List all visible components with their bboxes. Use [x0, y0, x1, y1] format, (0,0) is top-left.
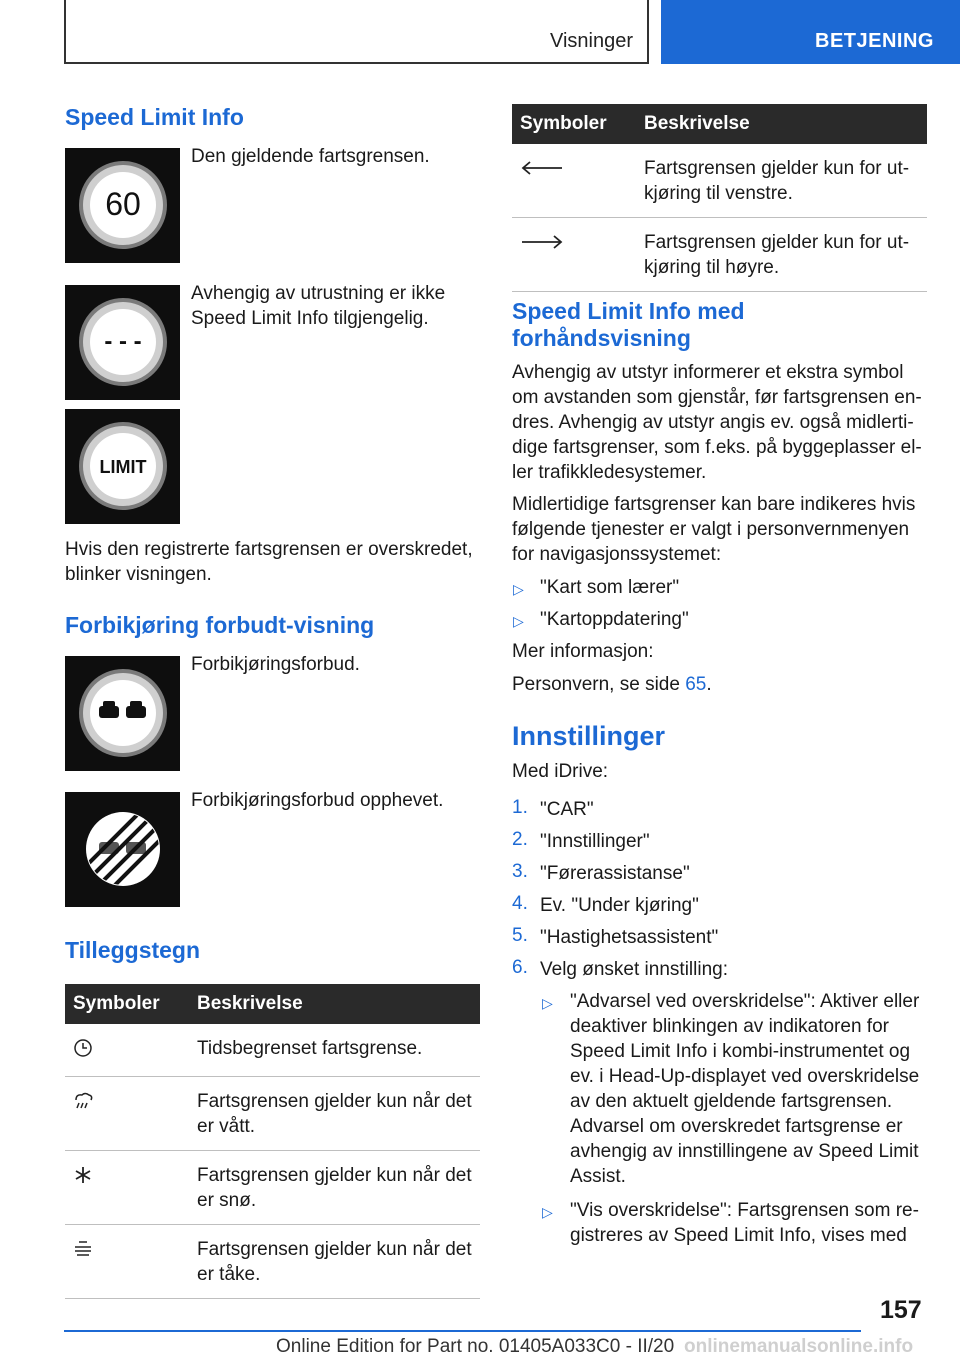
- step-item: "Førerassistanse": [540, 863, 690, 884]
- privacy-reference: [512, 672, 712, 697]
- page-number: 157: [880, 1296, 922, 1324]
- row-description: Fartsgrensen gjelder kun når det er tåke.: [189, 1225, 480, 1299]
- bullet-triangle-icon: ▷: [513, 581, 524, 597]
- chapter-title: Visninger: [549, 30, 633, 52]
- no-overtaking-description: Forbikjøringsforbud.: [191, 654, 360, 675]
- additional-signs-table: [65, 984, 480, 1299]
- direction-signs-table: [512, 104, 927, 292]
- end-no-overtaking-sign-image: [65, 792, 180, 907]
- table-row: [65, 1225, 480, 1299]
- table-row: [65, 1151, 480, 1225]
- row-description: Fartsgrensen gjelder kun når det er vått.: [189, 1077, 480, 1151]
- footer-edition: Online Edition for Part no. 01405A033C0 - II/20: [276, 1336, 675, 1357]
- sign-60-text: 60: [105, 186, 141, 222]
- bullet-triangle-icon: ▷: [542, 995, 553, 1011]
- arrow-right-icon: [520, 234, 564, 250]
- row-description: Fartsgrensen gjelder kun for ut-kjøring til høyre.: [636, 218, 927, 292]
- arrow-left-icon: [520, 160, 564, 176]
- list-item: "Kartoppdatering": [540, 609, 689, 630]
- watermark: onlinemanualsonline.info: [684, 1336, 914, 1357]
- step-number: 4.: [512, 893, 528, 914]
- speed-sign-unavailable-image: [65, 285, 180, 400]
- list-item: "Kart som lærer": [540, 577, 680, 598]
- more-info-label: Mer informasjon:: [512, 641, 654, 662]
- privacy-ref-text: Personvern, se side: [512, 674, 686, 695]
- sign-limit-text: LIMIT: [99, 457, 147, 477]
- col-header-description: Beskrivelse: [189, 984, 480, 1024]
- header-chapter-box: [64, 0, 649, 64]
- section-title: BETJENING: [815, 30, 934, 52]
- row-description: Tidsbegrenset fartsgrense.: [189, 1024, 480, 1077]
- preview-paragraph-1: Avhengig av utstyr informerer et ekstra symbol om avstanden som gjenstår, før fartsgrensen en-dres. Avhengig av utstyr angis ev. også midlerti-dige fartsgrenser, som f.eks. på byggeplasser el-ler trafikkledesystemer.: [512, 362, 922, 483]
- no-overtaking-sign-image: [65, 656, 180, 771]
- table-row: [65, 1024, 480, 1077]
- col-header-description: Beskrivelse: [636, 104, 927, 144]
- idrive-label: Med iDrive:: [512, 761, 609, 782]
- row-description: Fartsgrensen gjelder kun når det er snø.: [189, 1151, 480, 1225]
- step-item: "Innstillinger": [540, 831, 650, 852]
- table-row: [65, 1077, 480, 1151]
- table-row: [512, 144, 927, 218]
- bullet-triangle-icon: ▷: [513, 613, 524, 629]
- heading-speed-limit-info: Speed Limit Info: [65, 104, 244, 130]
- privacy-ref-end: .: [706, 674, 712, 695]
- step-number: 1.: [512, 797, 528, 818]
- preview-paragraph-2: Midlertidige fartsgrenser kan bare indikeres hvis følgende tjenester er valgt i personvernmenyen for navigasjonssystemet:: [512, 494, 916, 565]
- speed-sign-limit-image: [65, 409, 180, 524]
- step-item: Ev. "Under kjøring": [540, 895, 699, 916]
- step-number: 6.: [512, 957, 528, 978]
- sub-list-item: "Vis overskridelse": Fartsgrensen som re-gistreres av Speed Limit Info, vises med: [570, 1200, 919, 1246]
- step-number: 5.: [512, 925, 528, 946]
- heading-additional-signs: Tilleggstegn: [65, 937, 201, 963]
- sign-unavailable-description: Avhengig av utrustning er ikke Speed Limit Info tilgjengelig.: [191, 283, 446, 329]
- step-number: 2.: [512, 829, 528, 850]
- end-no-overtaking-description: Forbikjøringsforbud opphevet.: [191, 790, 444, 811]
- footer-divider: [64, 1330, 861, 1332]
- rain-icon: [71, 1091, 95, 1111]
- heading-no-overtaking: Forbikjøring forbudt-visning: [65, 612, 375, 638]
- table-row: [512, 218, 927, 292]
- bullet-triangle-icon: ▷: [542, 1204, 553, 1220]
- step-item: "CAR": [540, 799, 594, 820]
- step-number: 3.: [512, 861, 528, 882]
- clock-icon: [71, 1038, 95, 1058]
- heading-settings: Innstillinger: [512, 721, 666, 751]
- snowflake-icon: [71, 1165, 95, 1185]
- heading-speed-limit-preview: Speed Limit Info med forhåndsvisning: [512, 298, 745, 351]
- row-description: Fartsgrensen gjelder kun for ut-kjøring til venstre.: [636, 144, 927, 218]
- step-item: Velg ønsket innstilling:: [540, 959, 728, 980]
- col-header-symbols: Symboler: [65, 984, 189, 1024]
- fog-icon: [71, 1239, 95, 1259]
- step-item: "Hastighetsassistent": [540, 927, 719, 948]
- sign-60-description: Den gjeldende fartsgrensen.: [191, 146, 430, 167]
- page-65-link[interactable]: 65: [685, 674, 707, 695]
- speed-sign-60-image: [65, 148, 180, 263]
- exceed-paragraph: Hvis den registrerte fartsgrensen er overskredet, blinker visningen.: [65, 539, 473, 585]
- sign-dashes-text: - - -: [104, 328, 142, 355]
- col-header-symbols: Symboler: [512, 104, 636, 144]
- sub-list-item: "Advarsel ved overskridelse": Aktiver eller deaktiver blinkingen av indikatoren for Speed Limit Info i kombi-instrumentet og ev. i Head-Up-displayet ved overskridelse av den aktuelt gjeldende fartsgrensen. Advarsel om overskredet fartsgrense er avhengig av innstillingene av Speed Limit Assist.: [570, 991, 920, 1187]
